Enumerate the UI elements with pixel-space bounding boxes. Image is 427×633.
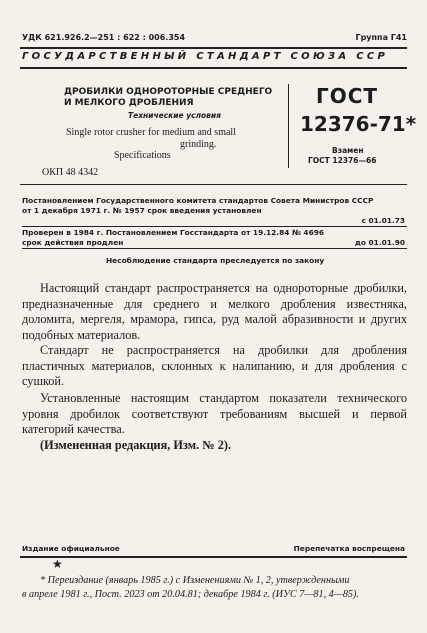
footer-rule bbox=[20, 556, 407, 558]
group-code: Группа Г41 bbox=[355, 33, 407, 42]
gost-label: ГОСТ bbox=[316, 84, 379, 108]
star-icon: ★ bbox=[52, 557, 63, 571]
official-edition: Издание официальное bbox=[22, 544, 120, 553]
date-from: с 01.01.73 bbox=[361, 216, 405, 225]
title-en-line2: grinding. bbox=[180, 139, 217, 150]
body-paragraph-1: Настоящий стандарт распространяется на однороторные дробилки, предназначенные для среднего и мелкого дробления известняка, доломита, мергеля, мрамора, гипса, руд малой абразивности и других подобных материалов. bbox=[22, 281, 407, 342]
amendment-note: (Измененная редакция, Изм. № 2). bbox=[40, 438, 232, 452]
gost-number: 12376-71* bbox=[300, 112, 417, 136]
okp-rule bbox=[20, 184, 407, 185]
body-paragraph-3: Установленные настоящим стандартом показатели технического уровня дробилок соответствуют требованиям высшей и первой категорий качества. bbox=[22, 391, 407, 436]
check-line1: Проверен в 1984 г. Постановлением Госстандарта от 19.12.84 № 4696 bbox=[22, 228, 324, 237]
decree-line1: Постановлением Государственного комитета стандартов Совета Министров СССР bbox=[22, 196, 374, 205]
title-en-line1: Single rotor crusher for medium and small bbox=[66, 127, 236, 138]
title-ru-line1: ДРОБИЛКИ ОДНОРОТОРНЫЕ СРЕДНЕГО bbox=[64, 87, 273, 97]
decree-rule-2 bbox=[22, 248, 407, 249]
footnote-line1: * Переиздание (январь 1985 г.) с Изменениями № 1, 2, утвержденными bbox=[40, 575, 350, 586]
udk-code: УДК 621.926.2—251 : 622 : 006.354 bbox=[22, 33, 186, 42]
okp-code: ОКП 48 4342 bbox=[42, 167, 99, 178]
title-en-line3: Specifications bbox=[114, 150, 171, 161]
title-divider bbox=[288, 84, 289, 168]
standard-banner: ГОСУДАРСТВЕННЫЙ СТАНДАРТ СОЮЗА ССР bbox=[22, 51, 389, 62]
top-rule bbox=[20, 47, 407, 49]
replaces-label: Взамен bbox=[332, 146, 364, 155]
reprint-prohibited: Перепечатка воспрещена bbox=[293, 544, 405, 553]
decree-line2: от 1 декабря 1971 г. № 1957 срок введения установлен bbox=[22, 206, 262, 215]
banner-rule bbox=[20, 67, 407, 69]
footnote-line2: в апреле 1981 г., Пост. 2023 от 20.04.81; декабре 1984 г. (ИУС 7—81, 4—85). bbox=[22, 589, 359, 600]
title-ru-line2: И МЕЛКОГО ДРОБЛЕНИЯ bbox=[64, 98, 194, 108]
law-warning: Несоблюдение стандарта преследуется по закону bbox=[106, 256, 325, 265]
replaces-value: ГОСТ 12376—66 bbox=[308, 156, 377, 165]
check-line2: срок действия продлен bbox=[22, 238, 124, 247]
body-paragraph-2: Стандарт не распространяется на дробилки для дробления пластичных материалов, склонных к налипанию, и для дробления с сушкой. bbox=[22, 343, 407, 388]
date-to: до 01.01.90 bbox=[354, 238, 405, 247]
title-ru-subtitle: Технические условия bbox=[128, 111, 221, 120]
decree-rule-1 bbox=[22, 226, 407, 227]
